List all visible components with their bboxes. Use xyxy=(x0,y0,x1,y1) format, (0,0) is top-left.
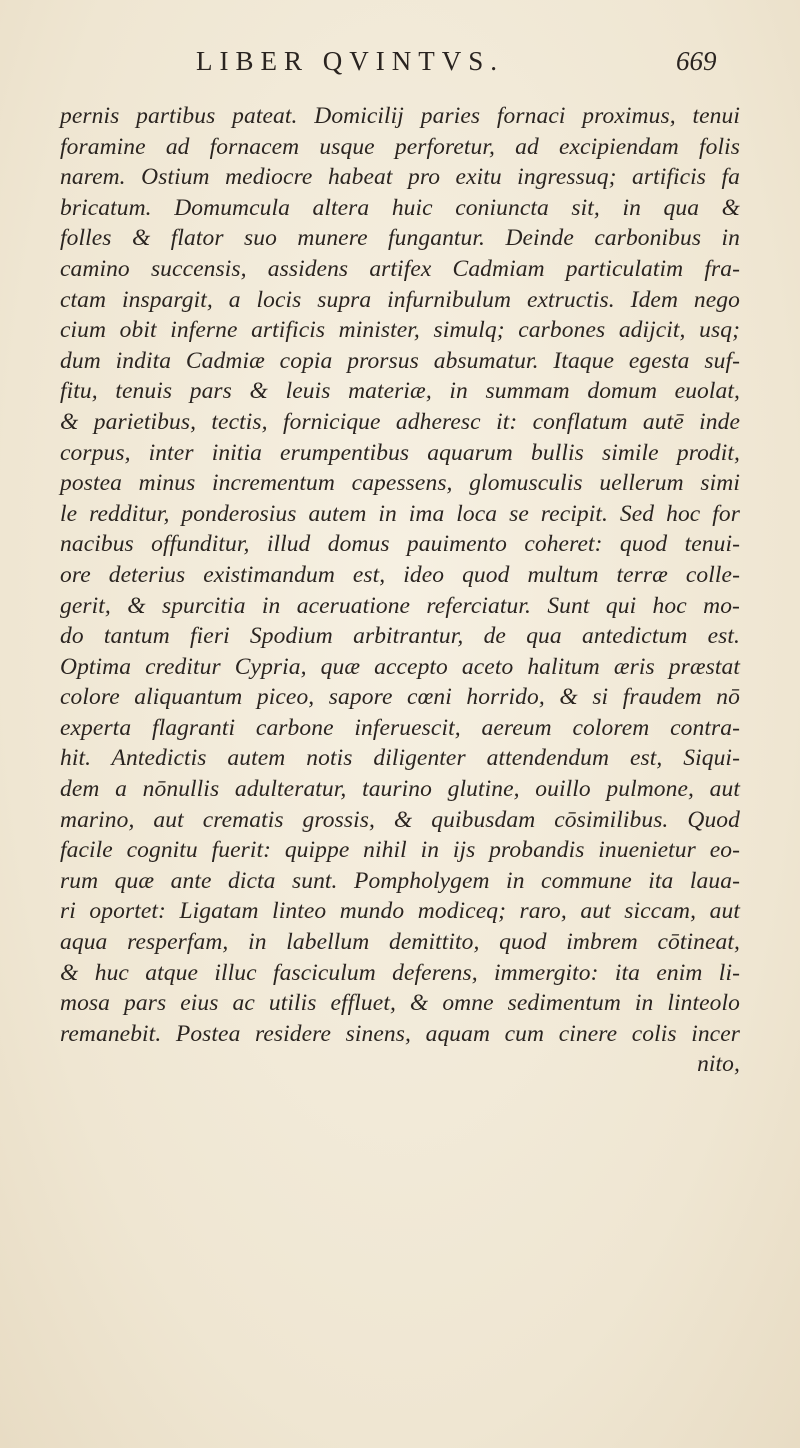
text-line: ri oportet: Ligatam linteo mundo modiceq; raro, aut siccam, aut xyxy=(60,898,740,925)
text-line: le redditur, ponderosius autem in ima loca se recipit. Sed hoc for xyxy=(60,500,740,527)
text-line: postea minus incrementum capessens, glomusculis uellerum simi xyxy=(60,470,740,497)
text-line: & huc atque illuc fasciculum deferens, immergito: ita enim li- xyxy=(60,959,740,986)
text-line: experta flagranti carbone inferuescit, aereum colorem contra- xyxy=(60,714,740,741)
text-line: dem a nōnullis adulteratur, taurino glutine, ouillo pulmone, aut xyxy=(60,776,740,803)
text-line: nacibus offunditur, illud domus pauimento coheret: quod tenui- xyxy=(60,531,740,558)
catchword: nito, xyxy=(697,1051,740,1078)
text-line: hit. Antedictis autem notis diligenter attendendum est, Siqui- xyxy=(60,745,740,772)
text-line: folles & flator suo munere fungantur. Deinde carbonibus in xyxy=(60,225,740,252)
page-header xyxy=(0,46,800,86)
text-line: colore aliquantum piceo, sapore cœni horrido, & si fraudem nō xyxy=(60,684,740,711)
text-line: camino succensis, assidens artifex Cadmiam particulatim fra- xyxy=(60,255,740,282)
text-line: do tantum fieri Spodium arbitrantur, de qua antedictum est. xyxy=(60,623,740,650)
text-line: bricatum. Domumcula altera huic coniuncta sit, in qua & xyxy=(60,194,740,221)
text-line: foramine ad fornacem usque perforetur, ad excipiendam folis xyxy=(60,133,740,160)
text-line: rum quæ ante dicta sunt. Pompholygem in commune ita laua- xyxy=(60,867,740,894)
text-line: pernis partibus pateat. Domicilij paries fornaci proximus, tenui xyxy=(60,103,740,129)
text-line: dum indita Cadmiæ copia prorsus absumatur. Itaque egesta suf- xyxy=(60,347,740,374)
text-line: facile cognitu fuerit: quippe nihil in ijs probandis inuenietur eo- xyxy=(60,837,740,864)
text-line: gerit, & spurcitia in aceruatione referciatur. Sunt qui hoc mo- xyxy=(60,592,740,619)
text-line: ore deterius existimandum est, ideo quod multum terræ colle- xyxy=(60,561,740,588)
text-line: mosa pars eius ac utilis effluet, & omne sedimentum in linteolo xyxy=(60,990,740,1017)
running-title: LIBER QVINTVS. xyxy=(196,46,504,76)
text-line: & parietibus, tectis, fornicique adheresc it: conflatum autē inde xyxy=(60,408,740,435)
text-line: narem. Ostium mediocre habeat pro exitu ingressuq; artificis fa xyxy=(60,164,740,191)
text-line: corpus, inter initia erumpentibus aquarum bullis simile prodit, xyxy=(60,439,740,466)
text-line: fitu, tenuis pars & leuis materiæ, in summam domum euolat, xyxy=(60,378,740,405)
text-line: cium obit inferne artificis minister, simulq; carbones adijcit, usq; xyxy=(60,317,740,344)
text-line: remanebit. Postea residere sinens, aquam cum cinere colis incer xyxy=(60,1020,740,1047)
page-number: 669 xyxy=(676,46,717,76)
text-line: ctam inspargit, a locis supra infurnibulum extructis. Idem nego xyxy=(60,286,740,313)
body-text xyxy=(60,101,740,1080)
text-line: aqua resperfam, in labellum demittito, quod imbrem cōtineat, xyxy=(60,929,740,956)
text-line: Optima creditur Cypria, quæ accepto aceto halitum æris præstat xyxy=(60,653,740,680)
text-line: marino, aut crematis grossis, & quibusdam cōsimilibus. Quod xyxy=(60,806,740,833)
